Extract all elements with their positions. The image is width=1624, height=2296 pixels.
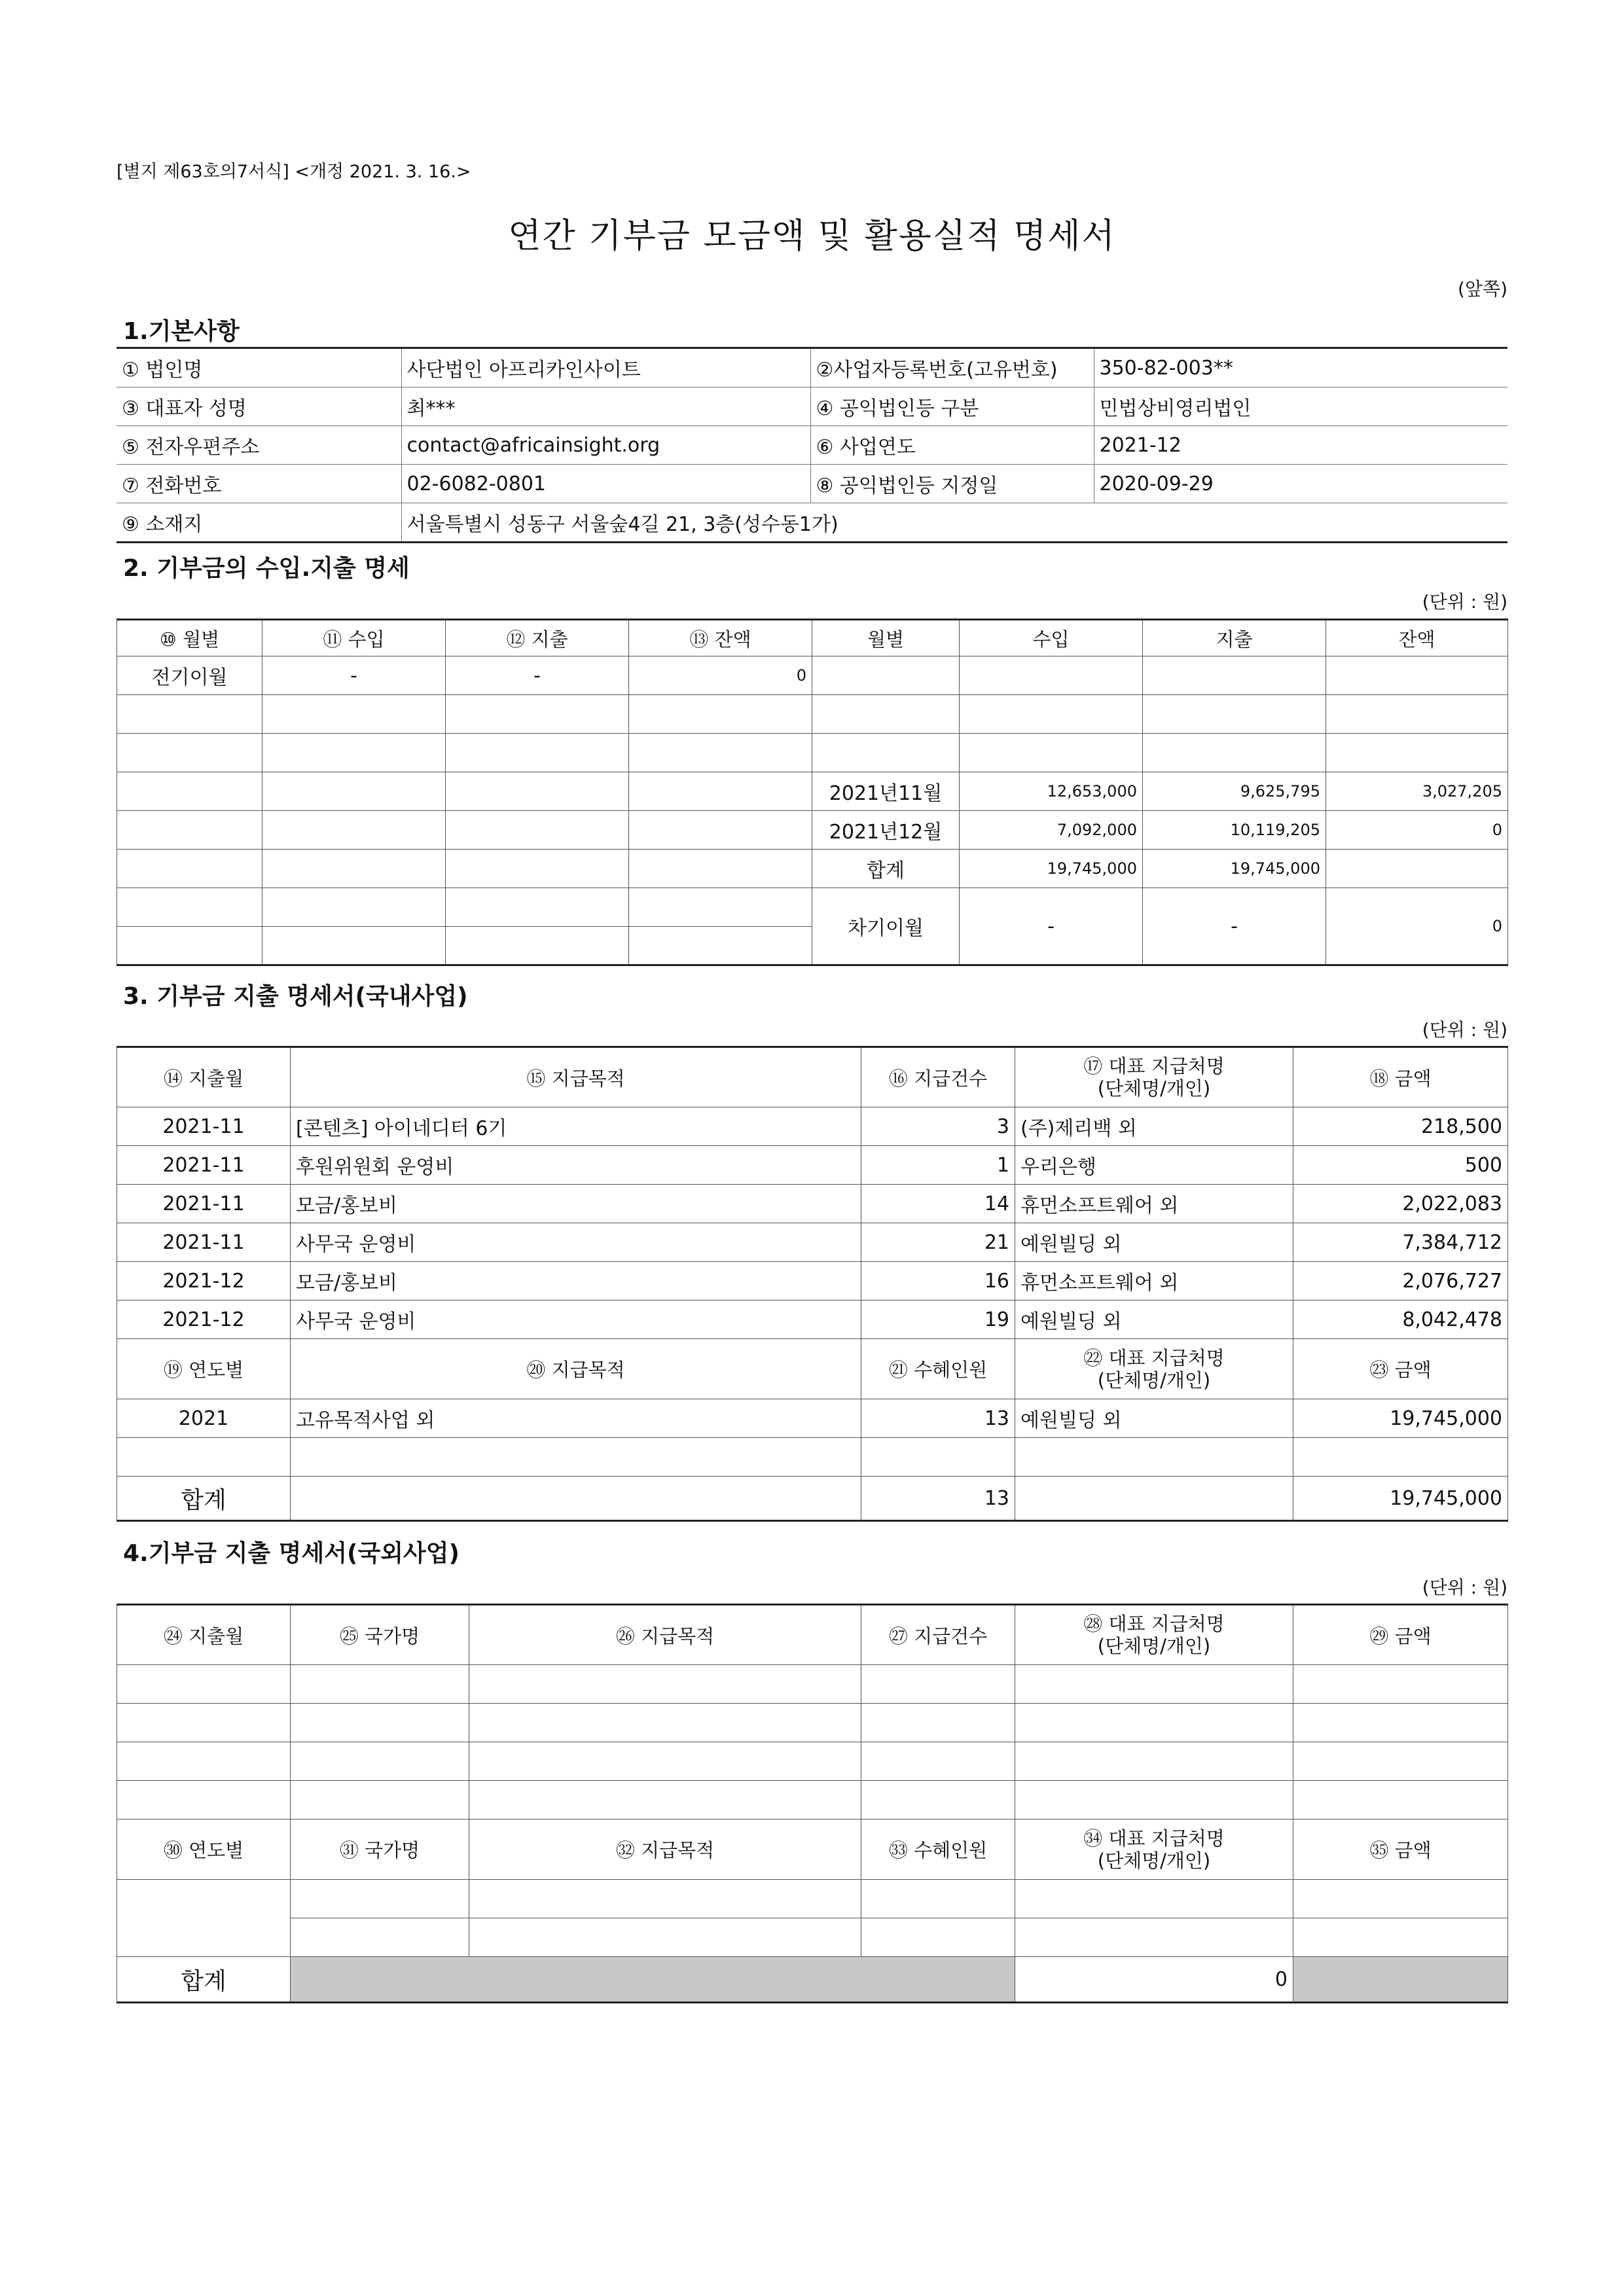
header-cell: ⑩ 월별 xyxy=(117,620,262,656)
document-title: 연간 기부금 모금액 및 활용실적 명세서 xyxy=(508,217,1116,256)
header-subline: (단체명/개인) xyxy=(1097,1369,1211,1391)
header-cell: ⑭ 지출월 xyxy=(117,1047,291,1107)
table-cell xyxy=(262,811,446,850)
month-label: 2021년11월 xyxy=(812,772,960,811)
expense-count: 3 xyxy=(861,1107,1015,1146)
table-cell: 3,027,205 xyxy=(1326,772,1508,811)
field-value: 민법상비영리법인 xyxy=(1094,387,1507,426)
page-side-label: (앞쪽) xyxy=(1458,278,1507,300)
expense-amount: 2,076,727 xyxy=(1293,1262,1508,1300)
header-row xyxy=(117,1820,1508,1880)
table-cell xyxy=(1015,1438,1293,1477)
table-cell xyxy=(117,1704,291,1742)
basic-info-table xyxy=(117,347,1507,543)
total-count: 13 xyxy=(861,1477,1015,1521)
table-cell xyxy=(629,850,812,888)
table-cell xyxy=(960,695,1143,734)
table-cell xyxy=(861,1781,1015,1820)
table-cell xyxy=(291,1477,861,1521)
section1-title: 1.기본사항 xyxy=(123,318,240,345)
table-cell xyxy=(117,1438,291,1477)
table-cell xyxy=(1015,1918,1293,1957)
table-cell xyxy=(469,1665,861,1704)
table-cell xyxy=(1015,1477,1293,1521)
table-cell xyxy=(1293,1781,1508,1820)
header-cell xyxy=(1015,1820,1293,1880)
expense-month: 2021-11 xyxy=(117,1185,291,1223)
table-cell: - xyxy=(262,656,446,695)
header-cell xyxy=(1015,1339,1293,1399)
total-label: 합계 xyxy=(117,1957,291,2003)
header-cell: ㉚ 연도별 xyxy=(117,1820,291,1880)
table-cell xyxy=(446,772,629,811)
header-line: ㉒ 대표 지급처명 xyxy=(1083,1346,1225,1369)
header-cell: ⑪ 수입 xyxy=(262,620,446,656)
header-cell xyxy=(1015,1047,1293,1107)
expense-month: 2021-12 xyxy=(117,1300,291,1339)
expense-purpose: 모금/홍보비 xyxy=(291,1185,861,1223)
table-cell: 0 xyxy=(629,656,812,695)
header-cell: 수입 xyxy=(960,620,1143,656)
header-cell: ⑲ 연도별 xyxy=(117,1339,291,1399)
table-cell xyxy=(861,1742,1015,1781)
header-cell: ㉓ 금액 xyxy=(1293,1339,1508,1399)
table-cell xyxy=(117,850,262,888)
table-cell xyxy=(117,772,262,811)
table-cell xyxy=(291,1918,469,1957)
header-cell: ⑯ 지급건수 xyxy=(861,1047,1015,1107)
table-cell xyxy=(469,1880,861,1918)
table-cell xyxy=(1326,850,1508,888)
header-line: ㉘ 대표 지급처명 xyxy=(1083,1613,1225,1635)
total-row xyxy=(117,1477,1508,1521)
header-cell: ㉕ 국가명 xyxy=(291,1605,469,1665)
year-purpose: 고유목적사업 외 xyxy=(291,1399,861,1438)
header-cell: ㉗ 지급건수 xyxy=(861,1605,1015,1665)
empty-row xyxy=(117,1438,1508,1477)
expense-purpose: 사무국 운영비 xyxy=(291,1300,861,1339)
table-cell xyxy=(960,656,1143,695)
header-cell: ㉖ 지급목적 xyxy=(469,1605,861,1665)
table-cell xyxy=(117,811,262,850)
table-cell xyxy=(861,1918,1015,1957)
table-cell xyxy=(469,1704,861,1742)
table-cell xyxy=(469,1742,861,1781)
table-cell xyxy=(1326,734,1508,772)
section3-title: 3. 기부금 지출 명세서(국내사업) xyxy=(123,983,468,1010)
expense-payee: 예원빌딩 외 xyxy=(1015,1300,1293,1339)
table-cell xyxy=(117,1665,291,1704)
table-cell xyxy=(446,811,629,850)
table-cell xyxy=(1293,1918,1508,1957)
header-line: ㉞ 대표 지급처명 xyxy=(1083,1827,1225,1850)
shaded-cell xyxy=(291,1957,1015,2003)
header-cell: ㉝ 수혜인원 xyxy=(861,1820,1015,1880)
header-cell: ⑳ 지급목적 xyxy=(291,1339,861,1399)
expense-count: 16 xyxy=(861,1262,1015,1300)
field-label: ⑤ 전자우편주소 xyxy=(117,426,401,465)
table-cell xyxy=(1326,695,1508,734)
field-value: contact@africainsight.org xyxy=(401,426,810,465)
table-cell: 0 xyxy=(1326,888,1508,965)
table-cell xyxy=(1015,1742,1293,1781)
expense-row xyxy=(117,1107,1508,1146)
table-cell: 19,745,000 xyxy=(1143,850,1326,888)
year-count: 13 xyxy=(861,1399,1015,1438)
empty-row xyxy=(117,1665,1508,1704)
carry-out-row xyxy=(117,888,1508,927)
field-label: ②사업자등록번호(고유번호) xyxy=(810,348,1094,387)
header-cell: ⑱ 금액 xyxy=(1293,1047,1508,1107)
expense-row xyxy=(117,1300,1508,1339)
expense-purpose: 사무국 운영비 xyxy=(291,1223,861,1262)
header-cell: ㉑ 수혜인원 xyxy=(861,1339,1015,1399)
header-cell xyxy=(1015,1605,1293,1665)
table-cell xyxy=(1015,1781,1293,1820)
row-label: 전기이월 xyxy=(117,656,262,695)
basic-info-row xyxy=(117,465,1507,503)
empty-row xyxy=(117,734,1508,772)
total-row xyxy=(117,850,1508,888)
table-cell xyxy=(117,695,262,734)
header-subline: (단체명/개인) xyxy=(1097,1849,1211,1872)
section2-unit: (단위 : 원) xyxy=(1422,591,1507,613)
table-cell xyxy=(291,1665,469,1704)
year-amount: 19,745,000 xyxy=(1293,1399,1508,1438)
empty-row xyxy=(117,1704,1508,1742)
header-row xyxy=(117,1047,1508,1107)
table-cell xyxy=(446,888,629,927)
overseas-expense-table xyxy=(117,1604,1508,2003)
table-cell xyxy=(1293,1704,1508,1742)
header-cell: ㉙ 금액 xyxy=(1293,1605,1508,1665)
table-cell xyxy=(1143,734,1326,772)
table-cell xyxy=(117,734,262,772)
table-cell: 0 xyxy=(1326,811,1508,850)
field-label: ③ 대표자 성명 xyxy=(117,387,401,426)
total-count: 0 xyxy=(1015,1957,1293,2003)
table-cell xyxy=(1293,1742,1508,1781)
table-cell xyxy=(117,1880,291,1957)
month-row xyxy=(117,772,1508,811)
table-cell xyxy=(446,927,629,965)
expense-payee: 휴먼소프트웨어 외 xyxy=(1015,1262,1293,1300)
table-cell xyxy=(469,1918,861,1957)
table-cell xyxy=(1015,1704,1293,1742)
table-cell xyxy=(117,1742,291,1781)
table-cell: 7,092,000 xyxy=(960,811,1143,850)
expense-row xyxy=(117,1223,1508,1262)
field-value: 사단법인 아프리카인사이트 xyxy=(401,348,810,387)
month-label: 2021년12월 xyxy=(812,811,960,850)
empty-row xyxy=(117,695,1508,734)
header-subline: (단체명/개인) xyxy=(1097,1635,1211,1657)
table-cell xyxy=(629,811,812,850)
field-value: 350-82-003** xyxy=(1094,348,1507,387)
header-cell: ㉛ 국가명 xyxy=(291,1820,469,1880)
table-cell xyxy=(960,734,1143,772)
table-cell: 19,745,000 xyxy=(960,850,1143,888)
table-cell: 9,625,795 xyxy=(1143,772,1326,811)
table-cell xyxy=(629,695,812,734)
table-cell: 12,653,000 xyxy=(960,772,1143,811)
table-cell xyxy=(629,772,812,811)
table-cell: - xyxy=(960,888,1143,965)
header-cell: ㉜ 지급목적 xyxy=(469,1820,861,1880)
basic-info-row xyxy=(117,387,1507,426)
table-cell xyxy=(812,734,960,772)
income-expense-table xyxy=(117,619,1508,966)
field-value: 2021-12 xyxy=(1094,426,1507,465)
section4-title: 4.기부금 지출 명세서(국외사업) xyxy=(123,1540,460,1567)
header-cell: 월별 xyxy=(812,620,960,656)
table-cell xyxy=(446,734,629,772)
table-cell xyxy=(446,695,629,734)
header-cell: ⑮ 지급목적 xyxy=(291,1047,861,1107)
field-label: ⑦ 전화번호 xyxy=(117,465,401,503)
header-subline: (단체명/개인) xyxy=(1097,1077,1211,1100)
expense-count: 21 xyxy=(861,1223,1015,1262)
table-cell xyxy=(117,927,262,965)
table-cell xyxy=(1293,1880,1508,1918)
expense-count: 19 xyxy=(861,1300,1015,1339)
row-label: 차기이월 xyxy=(812,888,960,965)
table-cell xyxy=(861,1704,1015,1742)
table-cell xyxy=(1015,1665,1293,1704)
header-cell: ㉟ 금액 xyxy=(1293,1820,1508,1880)
table-cell xyxy=(1293,1438,1508,1477)
empty-row xyxy=(117,1742,1508,1781)
section4-unit: (단위 : 원) xyxy=(1422,1577,1507,1598)
table-cell xyxy=(291,1438,861,1477)
row-label: 합계 xyxy=(812,850,960,888)
month-row xyxy=(117,811,1508,850)
expense-month: 2021-12 xyxy=(117,1262,291,1300)
expense-amount: 500 xyxy=(1293,1146,1508,1185)
table-cell xyxy=(861,1880,1015,1918)
header-cell: ⑫ 지출 xyxy=(446,620,629,656)
table-cell: 10,119,205 xyxy=(1143,811,1326,850)
expense-row xyxy=(117,1185,1508,1223)
empty-row xyxy=(117,1781,1508,1820)
field-label: ④ 공익법인등 구분 xyxy=(810,387,1094,426)
table-cell xyxy=(117,1781,291,1820)
header-cell: 지출 xyxy=(1143,620,1326,656)
header-row xyxy=(117,1605,1508,1665)
table-cell xyxy=(812,695,960,734)
table-cell xyxy=(812,656,960,695)
table-cell xyxy=(291,1880,469,1918)
header-line: ⑰ 대표 지급처명 xyxy=(1083,1055,1225,1077)
expense-count: 14 xyxy=(861,1185,1015,1223)
table-cell xyxy=(1326,656,1508,695)
total-row xyxy=(117,1957,1508,2003)
table-cell xyxy=(629,734,812,772)
field-label: ⑥ 사업연도 xyxy=(810,426,1094,465)
table-cell: - xyxy=(446,656,629,695)
table-cell xyxy=(629,927,812,965)
expense-month: 2021-11 xyxy=(117,1107,291,1146)
header-row xyxy=(117,1339,1508,1399)
table-cell xyxy=(262,850,446,888)
carry-in-row xyxy=(117,656,1508,695)
basic-info-row xyxy=(117,426,1507,465)
table-cell xyxy=(291,1742,469,1781)
header-row xyxy=(117,620,1508,656)
expense-amount: 2,022,083 xyxy=(1293,1185,1508,1223)
table-cell xyxy=(291,1781,469,1820)
expense-purpose: 모금/홍보비 xyxy=(291,1262,861,1300)
form-reference: [별지 제63호의7서식] <개정 2021. 3. 16.> xyxy=(117,162,471,182)
expense-amount: 7,384,712 xyxy=(1293,1223,1508,1262)
expense-row xyxy=(117,1262,1508,1300)
table-cell xyxy=(262,734,446,772)
table-cell xyxy=(1015,1880,1293,1918)
header-cell: ⑬ 잔액 xyxy=(629,620,812,656)
expense-row xyxy=(117,1146,1508,1185)
table-cell xyxy=(262,772,446,811)
expense-purpose: [콘텐츠] 아이네디터 6기 xyxy=(291,1107,861,1146)
section3-unit: (단위 : 원) xyxy=(1422,1019,1507,1041)
table-cell xyxy=(262,888,446,927)
header-cell: 잔액 xyxy=(1326,620,1508,656)
field-label: ⑧ 공익법인등 지정일 xyxy=(810,465,1094,503)
basic-info-row xyxy=(117,348,1507,387)
field-value: 02-6082-0801 xyxy=(401,465,810,503)
field-label: ① 법인명 xyxy=(117,348,401,387)
table-cell xyxy=(446,850,629,888)
address-value: 서울특별시 성동구 서울숲4길 21, 3층(성수동1가) xyxy=(401,503,1507,543)
year-row xyxy=(117,1399,1508,1438)
table-cell xyxy=(861,1438,1015,1477)
total-amount: 19,745,000 xyxy=(1293,1477,1508,1521)
expense-amount: 218,500 xyxy=(1293,1107,1508,1146)
table-cell xyxy=(1143,656,1326,695)
field-value: 최*** xyxy=(401,387,810,426)
empty-row xyxy=(117,1880,1508,1918)
table-cell xyxy=(291,1704,469,1742)
table-cell xyxy=(262,695,446,734)
basic-info-row xyxy=(117,503,1507,543)
table-cell xyxy=(861,1665,1015,1704)
expense-count: 1 xyxy=(861,1146,1015,1185)
expense-amount: 8,042,478 xyxy=(1293,1300,1508,1339)
expense-payee: (주)제리백 외 xyxy=(1015,1107,1293,1146)
expense-month: 2021-11 xyxy=(117,1146,291,1185)
table-cell xyxy=(262,927,446,965)
field-label: ⑨ 소재지 xyxy=(117,503,401,543)
table-cell xyxy=(1293,1665,1508,1704)
expense-payee: 예원빌딩 외 xyxy=(1015,1223,1293,1262)
expense-month: 2021-11 xyxy=(117,1223,291,1262)
field-value: 2020-09-29 xyxy=(1094,465,1507,503)
table-cell xyxy=(1143,695,1326,734)
section2-title: 2. 기부금의 수입.지출 명세 xyxy=(123,555,410,582)
year-payee: 예원빌딩 외 xyxy=(1015,1399,1293,1438)
domestic-expense-table xyxy=(117,1046,1508,1522)
expense-payee: 휴먼소프트웨어 외 xyxy=(1015,1185,1293,1223)
table-cell: - xyxy=(1143,888,1326,965)
total-label: 합계 xyxy=(117,1477,291,1521)
year-label: 2021 xyxy=(117,1399,291,1438)
table-cell xyxy=(629,888,812,927)
table-cell xyxy=(469,1781,861,1820)
expense-payee: 우리은행 xyxy=(1015,1146,1293,1185)
shaded-cell xyxy=(1293,1957,1508,2003)
empty-row xyxy=(117,1918,1508,1957)
header-cell: ㉔ 지출월 xyxy=(117,1605,291,1665)
expense-purpose: 후원위원회 운영비 xyxy=(291,1146,861,1185)
table-cell xyxy=(117,888,262,927)
